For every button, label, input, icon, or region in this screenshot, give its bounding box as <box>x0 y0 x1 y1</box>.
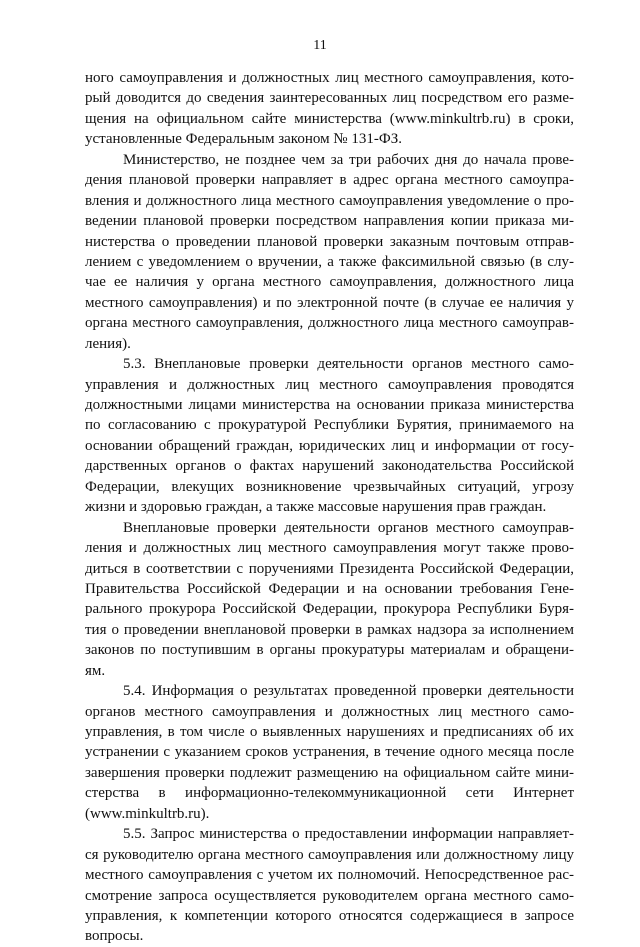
paragraph-line: по согласованию с прокуратурой Республики Бурятия, принимаемого на <box>85 417 574 434</box>
paragraph-line: (www.minkultrb.ru). <box>85 805 210 822</box>
paragraph-line: ям. <box>85 662 106 679</box>
paragraph <box>85 354 574 518</box>
paragraph <box>85 68 574 150</box>
paragraph-line: щения на официальном сайте министерства (www.minkultrb.ru) в сроки, <box>85 110 574 127</box>
paragraph-line: смотрение запроса осуществляется руководителем органа местного само- <box>85 887 574 904</box>
paragraph-line: тия о проведении внеплановой проверки в рамках надзора за исполнением <box>85 621 574 638</box>
paragraph-line: 5.5. Запрос министерства о предоставлении информации направляет- <box>123 826 574 843</box>
paragraph-line: органа местного самоуправления, должностного лица местного самоуправ- <box>85 315 574 332</box>
paragraph-line: установленные Федеральным законом № 131-ФЗ. <box>85 131 402 148</box>
paragraph-line: управления и должностных лиц местного самоуправления проводятся <box>85 376 574 393</box>
paragraph-line: должностными лицами министерства на основании приказа министерства <box>85 397 574 413</box>
paragraph-line: устранении с указанием сроков устранения, в течение одного месяца после <box>85 744 574 761</box>
paragraph-line: ления). <box>85 335 131 352</box>
paragraph-line: вопросы. <box>85 928 144 945</box>
paragraph-line: Федерации, влекущих возникновение чрезвычайных ситуаций, угрозу <box>85 478 574 495</box>
paragraph-line: ного самоуправления и должностных лиц местного самоуправления, кото- <box>85 70 574 86</box>
paragraph-line: ведении плановой проверки посредством направления копии приказа ми- <box>85 213 574 230</box>
paragraph-line: вления и должностного лица местного самоуправления уведомление о про- <box>85 192 574 209</box>
paragraph-line: 5.3. Внеплановые проверки деятельности органов местного само- <box>123 356 574 373</box>
paragraph-line: нистерства о проведении плановой проверки заказным почтовым отправ- <box>85 233 574 250</box>
page-number: 11 <box>313 38 327 53</box>
paragraph-line: местного самоуправления) и по электронной почте (в случае ее наличия у <box>85 294 574 311</box>
paragraph-line: лением с уведомлением о вручении, а также факсимильной связью (в слу- <box>85 253 574 270</box>
paragraph-line: законов по поступившим в органы прокуратуры материалам и обращени- <box>85 642 574 659</box>
paragraph-line: 5.4. Информация о результатах проведенной проверки деятельности <box>123 683 574 700</box>
paragraph-line: жизни и здоровью граждан, а также массовые нарушения прав граждан. <box>85 499 547 516</box>
paragraph-line: Правительства Российской Федерации и на основании требования Гене- <box>85 580 574 597</box>
paragraph-line: диться в соответствии с поручениями Президента Российской Федерации, <box>85 560 574 577</box>
paragraph <box>85 518 574 682</box>
paragraph-line: чае ее наличия у органа местного самоуправления, должностного лица <box>85 274 574 291</box>
paragraph-line: ления и должностных лиц местного самоуправления могут также прово- <box>85 540 574 557</box>
paragraph <box>85 681 574 824</box>
document-body <box>85 68 574 947</box>
paragraph-line: дарственных органов о фактах нарушений законодательства Российской <box>85 458 574 475</box>
paragraph-line: дения плановой проверки направляет в адрес органа местного самоупра- <box>85 172 574 189</box>
paragraph-line: Министерство, не позднее чем за три рабочих дня до начала прове- <box>123 151 574 168</box>
paragraph-line: органов местного самоуправления и должностных лиц местного само- <box>85 703 574 720</box>
paragraph-line: рый доводится до сведения заинтересованных лиц посредством его разме- <box>85 90 574 107</box>
paragraph-line: стерства в информационно-телекоммуникационной сети Интернет <box>85 785 574 802</box>
paragraph-line: завершения проверки подлежит размещению на официальном сайте мини- <box>85 764 574 781</box>
paragraph <box>85 150 574 354</box>
paragraph-line: управления, к компетенции которого относятся содержащиеся в запросе <box>85 907 574 924</box>
paragraph <box>85 824 574 947</box>
paragraph-line: рального прокурора Российской Федерации, прокурора Республики Буря- <box>85 601 574 618</box>
paragraph-line: управления, в том числе о выявленных нарушениях и предписаниях об их <box>85 724 574 740</box>
paragraph-line: Внеплановые проверки деятельности органов местного самоуправ- <box>123 519 574 536</box>
paragraph-line: местного самоуправления с учетом их полномочий. Непосредственное рас- <box>85 867 574 884</box>
paragraph-line: основании обращений граждан, юридических лиц и информации от госу- <box>85 437 574 454</box>
paragraph-line: ся руководителю органа местного самоуправления или должностному лицу <box>85 846 574 863</box>
